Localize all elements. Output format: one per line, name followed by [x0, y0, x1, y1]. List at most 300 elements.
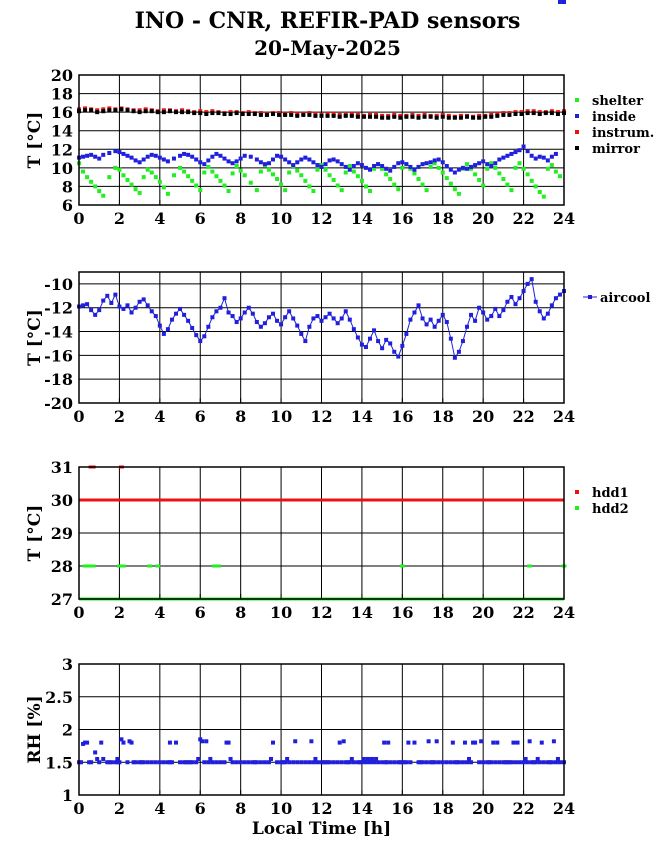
x-tick-label: 18: [431, 209, 454, 228]
data-point: [259, 170, 263, 174]
data-point: [388, 177, 392, 181]
data-point: [255, 158, 259, 162]
data-point: [465, 115, 469, 119]
data-point: [396, 187, 400, 191]
data-point: [313, 114, 317, 118]
data-point: [231, 171, 235, 175]
data-point: [514, 150, 518, 154]
x-tick-label: 16: [391, 799, 414, 818]
data-point: [473, 319, 477, 323]
data-point: [299, 332, 303, 336]
data-point: [291, 316, 295, 320]
data-point: [259, 760, 263, 764]
x-tick-label: 4: [154, 407, 166, 426]
data-point: [279, 322, 283, 326]
data-point: [277, 113, 281, 117]
data-point: [229, 757, 233, 761]
data-point: [542, 316, 546, 320]
data-point: [121, 173, 125, 177]
data-point: [419, 760, 423, 764]
x-tick-label: 0: [73, 799, 85, 818]
y-tick-label: 6: [61, 196, 73, 215]
y-axis-label: T [°C]: [25, 309, 45, 366]
data-point: [380, 346, 384, 350]
data-point: [477, 116, 481, 120]
data-point: [350, 757, 354, 761]
data-point: [328, 173, 332, 177]
data-point: [360, 179, 364, 183]
x-tick-label: 6: [194, 209, 206, 228]
data-point: [142, 158, 146, 162]
data-point: [336, 760, 340, 764]
data-point: [526, 172, 530, 176]
data-point: [107, 175, 111, 179]
data-point: [223, 760, 227, 764]
data-point: [552, 739, 556, 743]
data-point: [231, 161, 235, 165]
data-point: [285, 757, 289, 761]
data-point: [431, 760, 435, 764]
data-point: [528, 739, 532, 743]
data-point: [311, 160, 315, 164]
data-point: [437, 166, 441, 170]
data-point: [417, 165, 421, 169]
data-point: [295, 114, 299, 118]
data-point: [489, 115, 493, 119]
data-point: [352, 170, 356, 174]
data-point: [550, 303, 554, 307]
data-point: [425, 188, 429, 192]
data-point: [107, 151, 111, 155]
data-point: [156, 110, 160, 114]
chart-panel-2: [25, 272, 650, 426]
x-tick-label: 24: [552, 407, 576, 426]
data-point: [126, 178, 130, 182]
legend-label: shelter: [592, 94, 644, 109]
data-point: [198, 339, 202, 343]
data-point: [307, 158, 311, 162]
data-point: [412, 741, 416, 745]
chart-panel-4: [25, 655, 575, 839]
data-point: [503, 760, 507, 764]
data-point: [534, 300, 538, 304]
data-point: [356, 336, 360, 340]
data-point: [158, 760, 162, 764]
data-point: [275, 177, 279, 181]
data-point: [538, 112, 542, 116]
data-point: [223, 296, 227, 300]
data-point: [130, 183, 134, 187]
data-point: [146, 168, 150, 172]
data-point: [518, 296, 522, 300]
data-point: [113, 108, 117, 112]
data-point: [218, 154, 222, 158]
data-point: [97, 189, 101, 193]
data-point: [81, 155, 85, 159]
y-tick-label: 20: [50, 66, 73, 85]
data-point: [109, 301, 113, 305]
data-point: [364, 345, 368, 349]
data-point: [392, 760, 396, 764]
y-tick-label: 10: [50, 158, 73, 178]
x-tick-label: 8: [235, 209, 247, 228]
data-point: [255, 320, 259, 324]
x-tick-label: 6: [194, 799, 206, 818]
data-point: [380, 116, 384, 120]
data-point: [206, 325, 210, 329]
data-point: [303, 339, 307, 343]
data-point: [241, 112, 245, 116]
data-point: [485, 162, 489, 166]
data-point: [190, 326, 194, 330]
data-point: [346, 760, 350, 764]
data-point: [406, 741, 410, 745]
data-point: [425, 161, 429, 165]
data-point: [146, 760, 150, 764]
x-tick-label: 12: [310, 799, 333, 818]
data-point: [322, 760, 326, 764]
data-point: [166, 159, 170, 163]
data-point: [558, 293, 562, 297]
data-point: [218, 760, 222, 764]
data-point: [168, 741, 172, 745]
data-point: [453, 356, 457, 360]
data-point: [338, 115, 342, 119]
data-point: [388, 760, 392, 764]
data-point: [194, 333, 198, 337]
legend-marker: [575, 98, 579, 102]
data-point: [178, 154, 182, 158]
data-point: [324, 162, 328, 166]
y-tick-label: 1: [61, 786, 73, 805]
data-point: [130, 310, 134, 314]
data-point: [271, 172, 275, 176]
data-point: [87, 760, 91, 764]
data-point: [477, 306, 481, 310]
y-tick-label: 2.5: [45, 687, 73, 707]
data-point: [471, 116, 475, 120]
data-point: [417, 116, 421, 120]
data-point: [542, 760, 546, 764]
y-tick-label: 29: [50, 524, 73, 543]
data-point: [113, 166, 117, 170]
data-point: [265, 113, 269, 117]
data-point: [388, 169, 392, 173]
data-point: [410, 115, 414, 119]
data-point: [441, 313, 445, 317]
data-point: [162, 185, 166, 189]
data-point: [155, 565, 160, 568]
chart-panel-1: [25, 0, 654, 228]
data-point: [216, 111, 220, 115]
data-point: [514, 166, 518, 170]
data-point: [309, 739, 313, 743]
data-point: [307, 760, 311, 764]
data-point: [417, 177, 421, 181]
data-point: [437, 319, 441, 323]
data-point: [144, 109, 148, 113]
x-tick-label: 4: [154, 209, 166, 228]
data-point: [425, 760, 429, 764]
data-point: [299, 760, 303, 764]
legend-label: aircool: [600, 291, 651, 306]
y-tick-label: 28: [50, 557, 73, 576]
data-point: [178, 166, 182, 170]
data-point: [126, 303, 130, 307]
data-point: [95, 757, 99, 761]
data-point: [223, 112, 227, 116]
data-point: [495, 741, 499, 745]
data-point: [473, 163, 477, 167]
data-point: [340, 162, 344, 166]
data-point: [404, 162, 408, 166]
x-tick-label: 10: [269, 209, 293, 228]
data-point: [89, 153, 93, 157]
data-point: [522, 145, 526, 149]
data-point: [271, 112, 275, 116]
data-point: [227, 189, 231, 193]
data-point: [479, 739, 483, 743]
data-point: [509, 152, 513, 156]
data-point: [267, 168, 271, 172]
data-point: [398, 760, 402, 764]
data-point: [526, 282, 530, 286]
data-point: [101, 299, 105, 303]
data-point: [99, 741, 103, 745]
data-point: [461, 166, 465, 170]
data-point: [249, 155, 253, 159]
data-point: [402, 760, 406, 764]
data-point: [263, 760, 267, 764]
data-point: [554, 296, 558, 300]
x-tick-label: 2: [113, 799, 125, 818]
data-point: [441, 115, 445, 119]
data-point: [132, 760, 136, 764]
data-point: [93, 184, 97, 188]
data-point: [303, 179, 307, 183]
data-point: [227, 310, 231, 314]
data-point: [198, 188, 202, 192]
data-point: [451, 741, 455, 745]
x-tick-label: 18: [431, 799, 454, 818]
x-tick-label: 8: [235, 407, 247, 426]
data-point: [522, 289, 526, 293]
data-point: [249, 181, 253, 185]
data-point: [384, 338, 388, 342]
data-point: [291, 760, 295, 764]
data-point: [507, 760, 511, 764]
y-tick-label: 3: [61, 655, 73, 674]
y-tick-label: -12: [44, 298, 73, 318]
data-point: [283, 113, 287, 117]
x-tick-label: 18: [431, 603, 454, 622]
data-point: [93, 313, 97, 317]
data-point: [364, 166, 368, 170]
data-point: [202, 334, 206, 338]
data-point: [396, 355, 400, 359]
data-point: [457, 350, 461, 354]
data-point: [505, 183, 509, 187]
y-tick-label: -10: [44, 274, 73, 294]
data-point: [243, 173, 247, 177]
data-point: [210, 315, 214, 319]
data-point: [154, 175, 158, 179]
data-point: [172, 173, 176, 177]
data-point: [204, 739, 208, 743]
data-point: [89, 180, 93, 184]
data-point: [101, 109, 105, 113]
x-tick-label: 18: [431, 407, 454, 426]
x-tick-label: 12: [310, 209, 333, 228]
data-point: [85, 302, 89, 306]
data-point: [384, 167, 388, 171]
x-tick-label: 20: [472, 603, 495, 622]
data-point: [421, 316, 425, 320]
data-point: [396, 161, 400, 165]
data-point: [530, 277, 534, 281]
data-point: [344, 114, 348, 118]
data-point: [425, 322, 429, 326]
data-point: [477, 178, 481, 182]
data-point: [477, 760, 481, 764]
data-point: [214, 760, 218, 764]
data-point: [368, 168, 372, 172]
data-point: [374, 757, 378, 761]
data-point: [307, 325, 311, 329]
data-point: [315, 163, 319, 167]
data-point: [558, 174, 562, 178]
legend-label: instrum.: [592, 126, 655, 141]
data-point: [332, 316, 336, 320]
data-point: [326, 760, 330, 764]
data-point: [526, 111, 530, 115]
data-point: [534, 184, 538, 188]
data-point: [138, 300, 142, 304]
data-point: [93, 155, 97, 159]
data-point: [235, 320, 239, 324]
data-point: [445, 760, 449, 764]
data-point: [283, 158, 287, 162]
x-tick-label: 24: [552, 603, 576, 622]
data-point: [186, 174, 190, 178]
data-point: [493, 161, 497, 165]
data-point: [150, 109, 154, 113]
data-point: [433, 325, 437, 329]
data-point: [465, 167, 469, 171]
data-point: [239, 316, 243, 320]
data-point: [295, 324, 299, 328]
data-point: [299, 173, 303, 177]
data-point: [392, 115, 396, 119]
y-tick-label: 12: [50, 140, 73, 160]
x-tick-label: 16: [391, 209, 414, 228]
data-point: [172, 157, 176, 161]
data-point: [366, 757, 370, 761]
data-point: [239, 169, 243, 173]
data-point: [548, 760, 552, 764]
data-point: [491, 741, 495, 745]
data-point: [332, 760, 336, 764]
data-point: [194, 158, 198, 162]
data-point: [279, 155, 283, 159]
data-point: [182, 170, 186, 174]
x-tick-label: 8: [235, 603, 247, 622]
data-point: [493, 166, 497, 170]
data-point: [154, 314, 158, 318]
data-point: [93, 750, 97, 754]
data-point: [271, 158, 275, 162]
data-point: [275, 319, 279, 323]
data-point: [138, 160, 142, 164]
data-point: [449, 760, 453, 764]
data-point: [493, 307, 497, 311]
data-point: [344, 309, 348, 313]
data-point: [97, 157, 101, 161]
data-point: [83, 741, 87, 745]
y-axis-label: RH [%]: [25, 695, 45, 764]
data-point: [412, 171, 416, 175]
data-point: [121, 152, 125, 156]
data-point: [146, 303, 150, 307]
data-point: [192, 111, 196, 115]
data-point: [429, 115, 433, 119]
data-point: [449, 168, 453, 172]
data-point: [554, 152, 558, 156]
data-point: [368, 337, 372, 341]
data-point: [204, 112, 208, 116]
data-point: [461, 339, 465, 343]
data-point: [200, 739, 204, 743]
data-point: [81, 303, 85, 307]
data-point: [546, 158, 550, 162]
data-point: [421, 162, 425, 166]
data-point: [134, 158, 138, 162]
data-point: [126, 108, 130, 112]
data-point: [150, 309, 154, 313]
data-point: [174, 312, 178, 316]
data-point: [174, 110, 178, 114]
data-point: [91, 565, 96, 568]
data-point: [130, 156, 134, 160]
data-point: [320, 114, 324, 118]
data-point: [374, 115, 378, 119]
data-point: [362, 115, 366, 119]
data-point: [404, 115, 408, 119]
data-point: [267, 161, 271, 165]
y-tick-label: 27: [50, 590, 73, 609]
data-point: [119, 107, 123, 111]
data-point: [376, 339, 380, 343]
data-point: [487, 760, 491, 764]
data-point: [251, 312, 255, 316]
data-point: [315, 168, 319, 172]
data-point: [150, 153, 154, 157]
data-point: [485, 167, 489, 171]
data-point: [214, 152, 218, 156]
data-point: [115, 757, 119, 761]
data-point: [178, 760, 182, 764]
data-point: [295, 760, 299, 764]
data-point: [441, 171, 445, 175]
data-point: [239, 760, 243, 764]
legend-label: mirror: [592, 142, 640, 157]
data-point: [400, 160, 404, 164]
data-point: [202, 760, 206, 764]
data-point: [526, 149, 530, 153]
data-point: [514, 112, 518, 116]
data-point: [281, 760, 285, 764]
data-point: [558, 0, 562, 4]
